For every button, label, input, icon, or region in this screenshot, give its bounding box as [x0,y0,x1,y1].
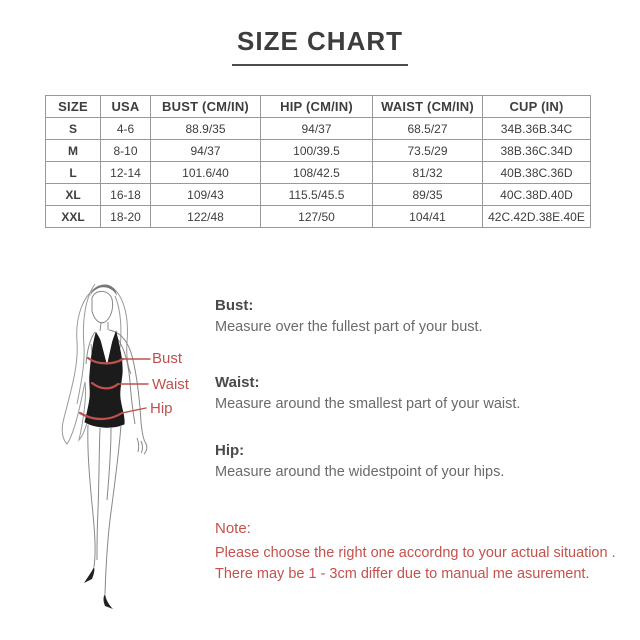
table-cell: 16-18 [101,184,151,206]
left-heel [84,567,94,583]
waist-label: Waist [152,376,189,393]
table-header-bust: BUST (CM/IN) [151,96,261,118]
table-header-row [46,96,591,118]
table-cell: 94/37 [151,140,261,162]
page-title-text: SIZE CHART [232,26,408,66]
note-heading: Note: [215,520,251,537]
note-line: There may be 1 - 3cm differ due to manual me asurement. [215,566,590,582]
table-cell: M [46,140,101,162]
table-row-l [46,162,591,184]
note-line: Please choose the right one accordng to your actual situation . [215,545,616,561]
hip-instruction-body: Measure around the widestpoint of your hips. [215,464,505,480]
table-cell: 8-10 [101,140,151,162]
table-cell: 68.5/27 [373,118,483,140]
table-row-m [46,140,591,162]
table-cell: 94/37 [261,118,373,140]
size-table [45,95,591,228]
figure-sketch [55,272,215,627]
hip-label: Hip [150,400,173,417]
table-cell: 115.5/45.5 [261,184,373,206]
table-cell: 73.5/29 [373,140,483,162]
table-cell: 101.6/40 [151,162,261,184]
right-heel [104,594,114,609]
bust-instruction-heading: Bust: [215,297,254,314]
hip-instruction [215,442,635,480]
table-cell: 81/32 [373,162,483,184]
waist-instruction-heading: Waist: [215,374,260,391]
table-header-cup: CUP (IN) [483,96,591,118]
table-cell: 127/50 [261,206,373,228]
table-header-usa: USA [101,96,151,118]
table-row-xl [46,184,591,206]
table-cell: 100/39.5 [261,140,373,162]
waist-instruction [215,374,635,412]
table-row-xxl [46,206,591,228]
table-cell: 34B.36B.34C [483,118,591,140]
table-cell: S [46,118,101,140]
table-cell: 38B.36C.34D [483,140,591,162]
table-header-waist: WAIST (CM/IN) [373,96,483,118]
neck [100,322,108,331]
table-cell: 42C.42D.38E.40E [483,206,591,228]
legs [88,425,121,594]
table-cell: 18-20 [101,206,151,228]
bust-instruction [215,297,635,335]
measurement-figure [55,272,215,627]
table-cell: 104/41 [373,206,483,228]
hip-instruction-heading: Hip: [215,442,245,459]
bust-instruction-body: Measure over the fullest part of your bust. [215,319,483,335]
table-cell: 4-6 [101,118,151,140]
table-cell: 108/42.5 [261,162,373,184]
table-cell: XXL [46,206,101,228]
bust-label: Bust [152,350,183,367]
page-title [0,26,640,66]
table-cell: 88.9/35 [151,118,261,140]
table-cell: 12-14 [101,162,151,184]
table-cell: 89/35 [373,184,483,206]
note-section [215,520,640,585]
table-cell: 109/43 [151,184,261,206]
face [92,291,113,322]
table-cell: 40C.38D.40D [483,184,591,206]
table-header-size: SIZE [46,96,101,118]
table-header-hip: HIP (CM/IN) [261,96,373,118]
table-row-s [46,118,591,140]
table-cell: XL [46,184,101,206]
waist-instruction-body: Measure around the smallest part of your waist. [215,396,521,412]
hip-leader-line [122,408,146,413]
table-cell: 40B.38C.36D [483,162,591,184]
table-cell: L [46,162,101,184]
table-cell: 122/48 [151,206,261,228]
